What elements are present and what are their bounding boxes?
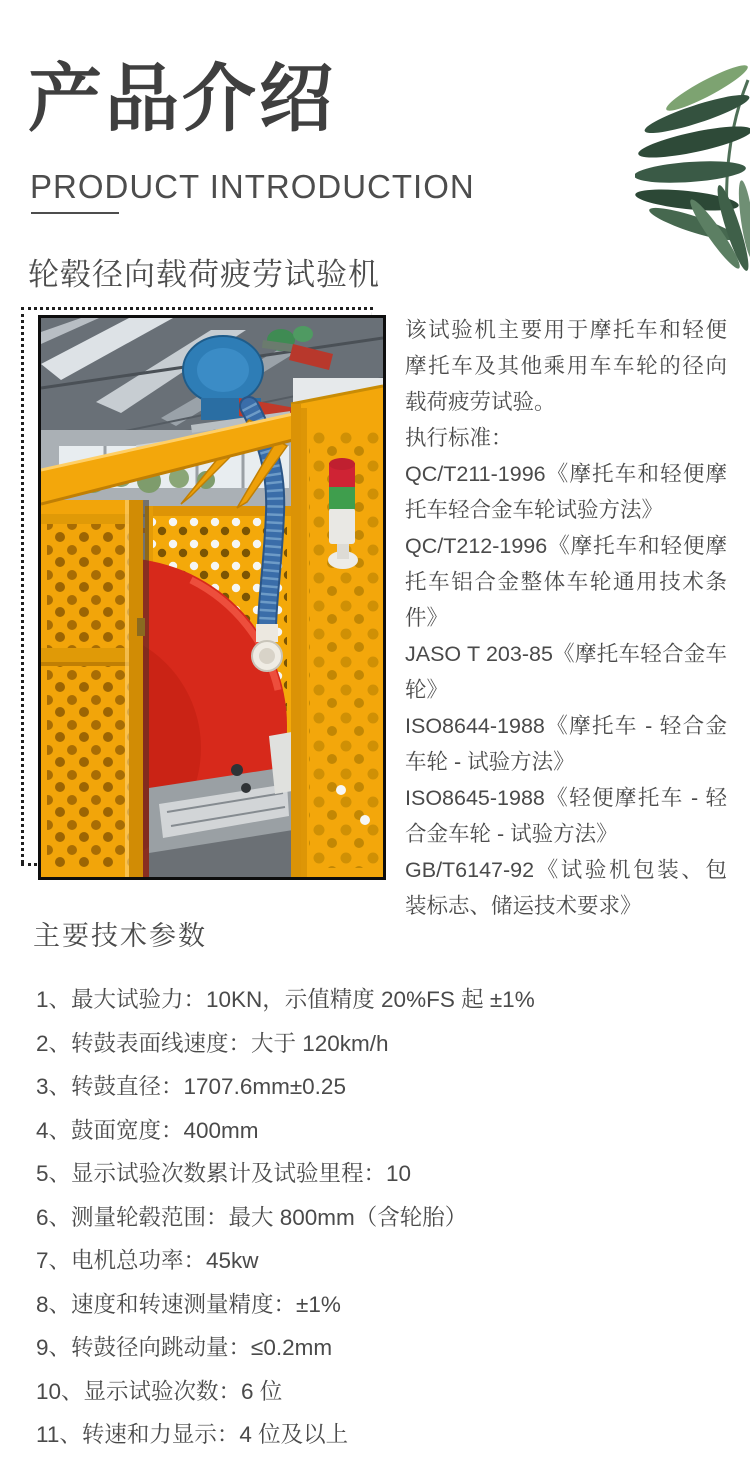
standard-line: QC/T211-1996《摩托车和轻便摩托车轻合金车轮试验方法》	[405, 462, 727, 522]
title-underline	[31, 212, 119, 214]
spec-item: 6、测量轮毂范围：最大 800mm（含轮胎）	[36, 1204, 468, 1230]
product-photo	[38, 315, 386, 880]
page-title-en: PRODUCT INTRODUCTION	[30, 168, 475, 205]
product-description	[405, 312, 727, 924]
intro-text: 该试验机主要用于摩托车和轻便摩托车及其他乘用车车轮的径向载荷疲劳试验。	[405, 318, 727, 414]
specs-list	[36, 978, 736, 1457]
spec-item: 9、转鼓径向跳动量：≤0.2mm	[36, 1335, 333, 1360]
spec-item: 11、转速和力显示：4 位及以上	[36, 1422, 349, 1447]
standard-line: ISO8645-1988《轻便摩托车 - 轻合金车轮 - 试验方法》	[405, 786, 727, 846]
standard-line: GB/T6147-92《试验机包装、包装标志、储运技术要求》	[405, 858, 727, 918]
spec-item: 3、转鼓直径：1707.6mm±0.25	[36, 1074, 346, 1099]
spec-item: 1、最大试验力：10KN，示值精度 20%FS 起 ±1%	[36, 987, 535, 1012]
spec-item: 4、鼓面宽度：400mm	[36, 1117, 259, 1143]
standards-label: 执行标准：	[405, 426, 513, 450]
right-perforated-panel	[291, 378, 383, 877]
left-perforated-door	[41, 500, 149, 877]
standard-line: JASO T 203-85《摩托车轻合金车轮》	[405, 642, 727, 702]
spec-item: 5、显示试验次数累计及试验里程：10	[36, 1161, 412, 1186]
palm-leaf-icon	[635, 52, 750, 274]
spec-item: 7、电机总功率：45kw	[36, 1248, 259, 1273]
standard-line: ISO8644-1988《摩托车 - 轻合金车轮 - 试验方法》	[405, 714, 727, 774]
spec-item: 8、速度和转速测量精度：±1%	[36, 1291, 341, 1317]
page-title-cn: 产品介绍	[28, 57, 336, 140]
product-name: 轮毂径向载荷疲劳试验机	[28, 257, 380, 292]
spec-item: 10、显示试验次数：6 位	[36, 1378, 283, 1404]
leaf-decoration	[635, 52, 750, 274]
standard-line: QC/T212-1996《摩托车和轻便摩托车铝合金整体车轮通用技术条件》	[405, 534, 727, 630]
specs-heading: 主要技术参数	[33, 921, 207, 951]
machine-illustration	[41, 318, 383, 877]
spec-item: 2、转鼓表面线速度：大于 120km/h	[36, 1030, 389, 1056]
